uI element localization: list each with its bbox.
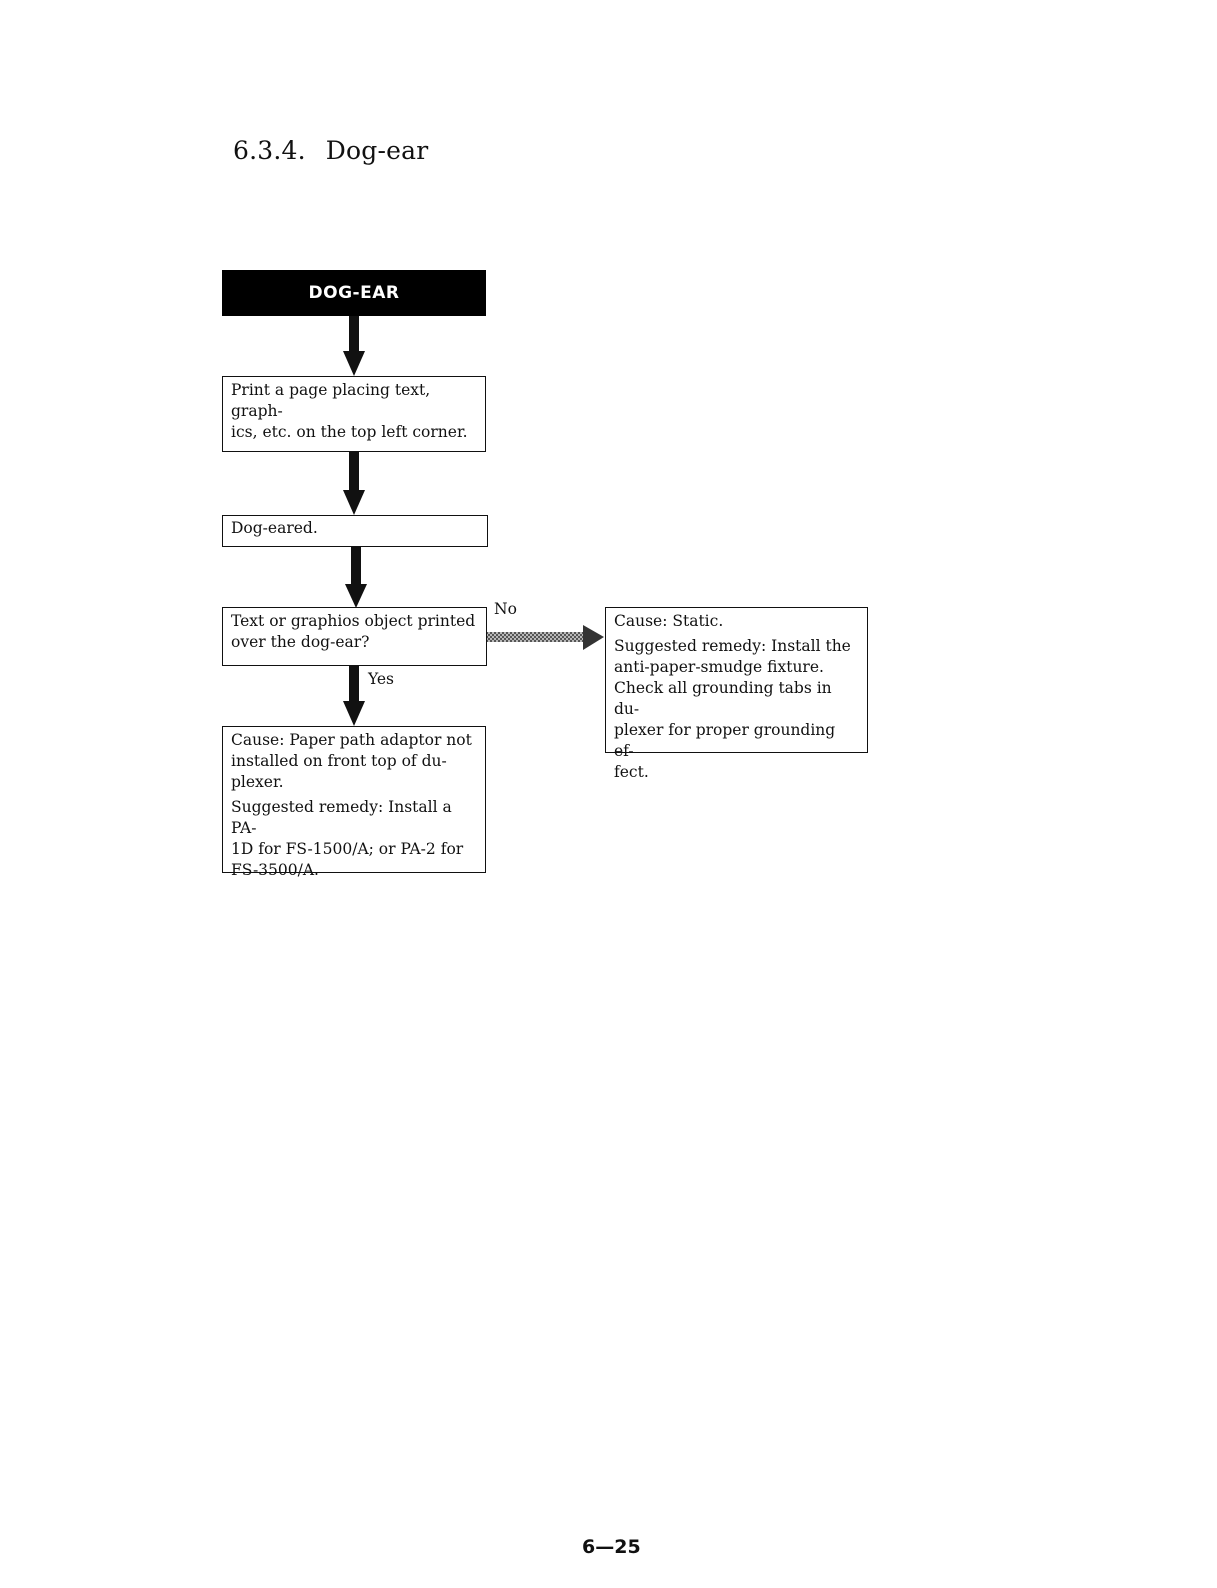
step-dog-eared-box	[222, 515, 488, 547]
yes-label: Yes	[368, 670, 395, 688]
adaptor-remedy-line-2: 1D for FS-1500/A; or PA-2 for	[231, 840, 464, 858]
arrow-start-to-step1	[343, 316, 365, 376]
arrow-step2-to-decision	[345, 547, 367, 608]
adaptor-remedy-line-3: FS-3500/A.	[231, 861, 319, 879]
static-remedy-line-3: Check all grounding tabs in du-	[614, 679, 832, 718]
page-number: 6—25	[582, 1536, 641, 1558]
cause-static-box	[605, 607, 868, 781]
arrow-yes-branch	[343, 666, 365, 726]
adaptor-cause-line-1: Cause: Paper path adaptor not	[231, 731, 472, 749]
step1-line-1: Print a page placing text, graph-	[231, 381, 431, 420]
arrow-no-branch	[487, 625, 604, 650]
step-print-page-box	[222, 376, 486, 452]
arrow-step1-to-step2	[343, 452, 365, 515]
section-title: Dog-ear	[325, 136, 429, 165]
adaptor-cause-line-3: plexer.	[231, 773, 284, 791]
adaptor-remedy-line-1: Suggested remedy: Install a PA-	[231, 798, 452, 837]
cause-adaptor-box	[222, 726, 486, 879]
static-remedy-line-1: Suggested remedy: Install the	[614, 637, 851, 655]
no-label: No	[494, 600, 517, 618]
decision-box	[222, 607, 487, 666]
section-number: 6.3.4.	[233, 136, 306, 165]
step1-line-2: ics, etc. on the top left corner.	[231, 423, 468, 441]
decision-line-2: over the dog-ear?	[231, 633, 370, 651]
static-remedy-line-5: fect.	[614, 763, 649, 781]
start-node: DOG-EAR	[222, 270, 486, 316]
static-remedy-line-4: plexer for proper grounding ef-	[614, 721, 836, 760]
step2-text: Dog-eared.	[231, 519, 318, 537]
decision-line-1: Text or graphios object printed	[231, 612, 476, 630]
adaptor-cause-line-2: installed on front top of du-	[231, 752, 447, 770]
static-remedy-line-2: anti-paper-smudge fixture.	[614, 658, 824, 676]
static-cause: Cause: Static.	[614, 612, 724, 630]
